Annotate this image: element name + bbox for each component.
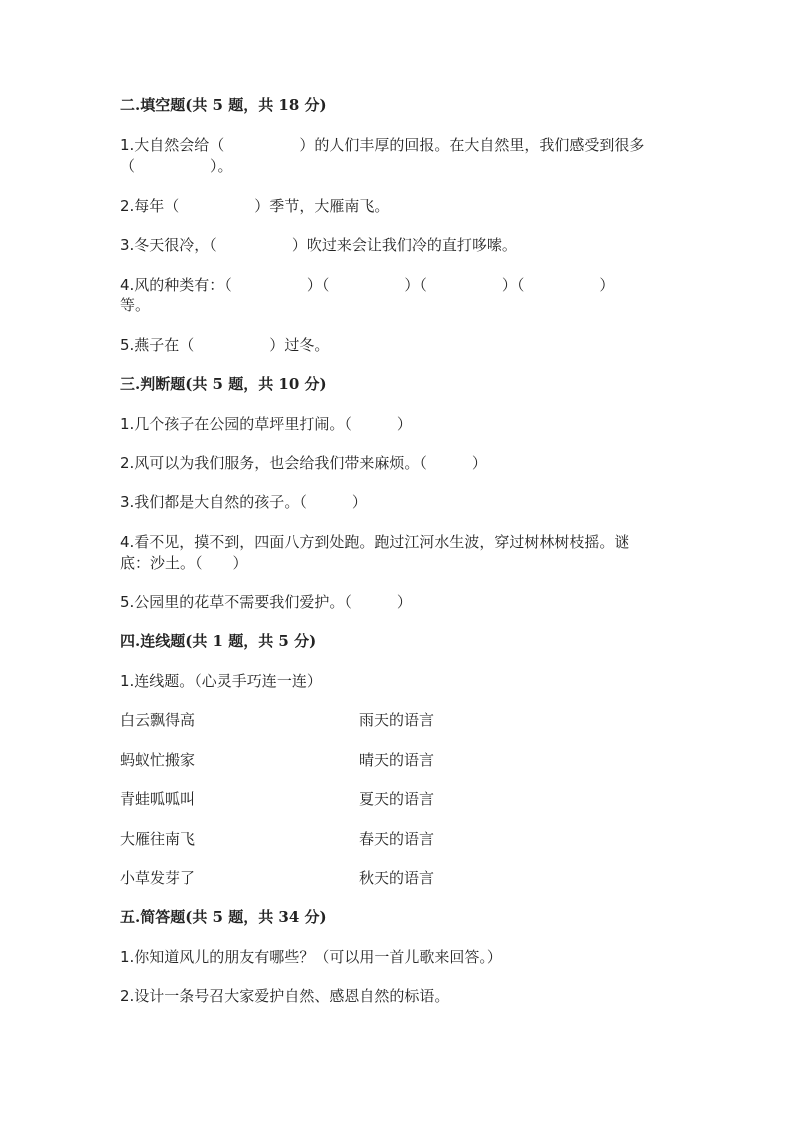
matching-right-item: 晴天的语言 <box>359 751 435 769</box>
fill-question-2: 2.每年（ ）季节，大雁南飞。 <box>120 197 390 215</box>
section-heading-short-answer: 五.简答题(共 5 题，共 34 分) <box>120 908 327 926</box>
matching-right-item: 春天的语言 <box>359 830 435 848</box>
section-heading-true-false: 三.判断题(共 5 题，共 10 分) <box>120 375 327 393</box>
judge-question-2: 2.风可以为我们服务，也会给我们带来麻烦。（ ） <box>120 454 487 472</box>
matching-left-item: 青蛙呱呱叫 <box>120 790 196 808</box>
judge-question-3: 3.我们都是大自然的孩子。（ ） <box>120 493 367 511</box>
fill-question-1-line-2: （ ）。 <box>120 157 233 175</box>
section-heading-fill-blank: 二.填空题(共 5 题，共 18 分) <box>120 96 327 114</box>
fill-question-1-line-1: 1.大自然会给（ ）的人们丰厚的回报。在大自然里，我们感受到很多 <box>120 136 645 154</box>
matching-left-item: 白云飘得高 <box>120 711 196 729</box>
matching-left-item: 小草发芽了 <box>120 869 196 887</box>
fill-question-4-line-1: 4.风的种类有：（ ）（ ）（ ）（ ） <box>120 276 615 294</box>
matching-left-item: 蚂蚁忙搬家 <box>120 751 196 769</box>
short-answer-question-1: 1.你知道风儿的朋友有哪些？（可以用一首儿歌来回答。） <box>120 948 502 966</box>
matching-right-item: 雨天的语言 <box>359 711 435 729</box>
fill-question-4-line-2: 等。 <box>120 296 151 314</box>
judge-question-4-line-2: 底：沙土。（ ） <box>120 554 248 572</box>
fill-question-5: 5.燕子在（ ）过冬。 <box>120 336 330 354</box>
section-heading-matching: 四.连线题(共 1 题，共 5 分) <box>120 632 317 650</box>
judge-question-1: 1.几个孩子在公园的草坪里打闹。（ ） <box>120 415 412 433</box>
judge-question-5: 5.公园里的花草不需要我们爱护。（ ） <box>120 593 412 611</box>
short-answer-question-2: 2.设计一条号召大家爱护自然、感恩自然的标语。 <box>120 987 450 1005</box>
matching-left-item: 大雁往南飞 <box>120 830 196 848</box>
judge-question-4-line-1: 4.看不见，摸不到，四面八方到处跑。跑过江河水生波，穿过树林树枝摇。谜 <box>120 533 630 551</box>
matching-right-item: 秋天的语言 <box>359 869 435 887</box>
matching-right-item: 夏天的语言 <box>359 790 435 808</box>
matching-question-1: 1.连线题。（心灵手巧连一连） <box>120 672 322 690</box>
fill-question-3: 3.冬天很冷，（ ）吹过来会让我们冷的直打哆嗦。 <box>120 236 517 254</box>
